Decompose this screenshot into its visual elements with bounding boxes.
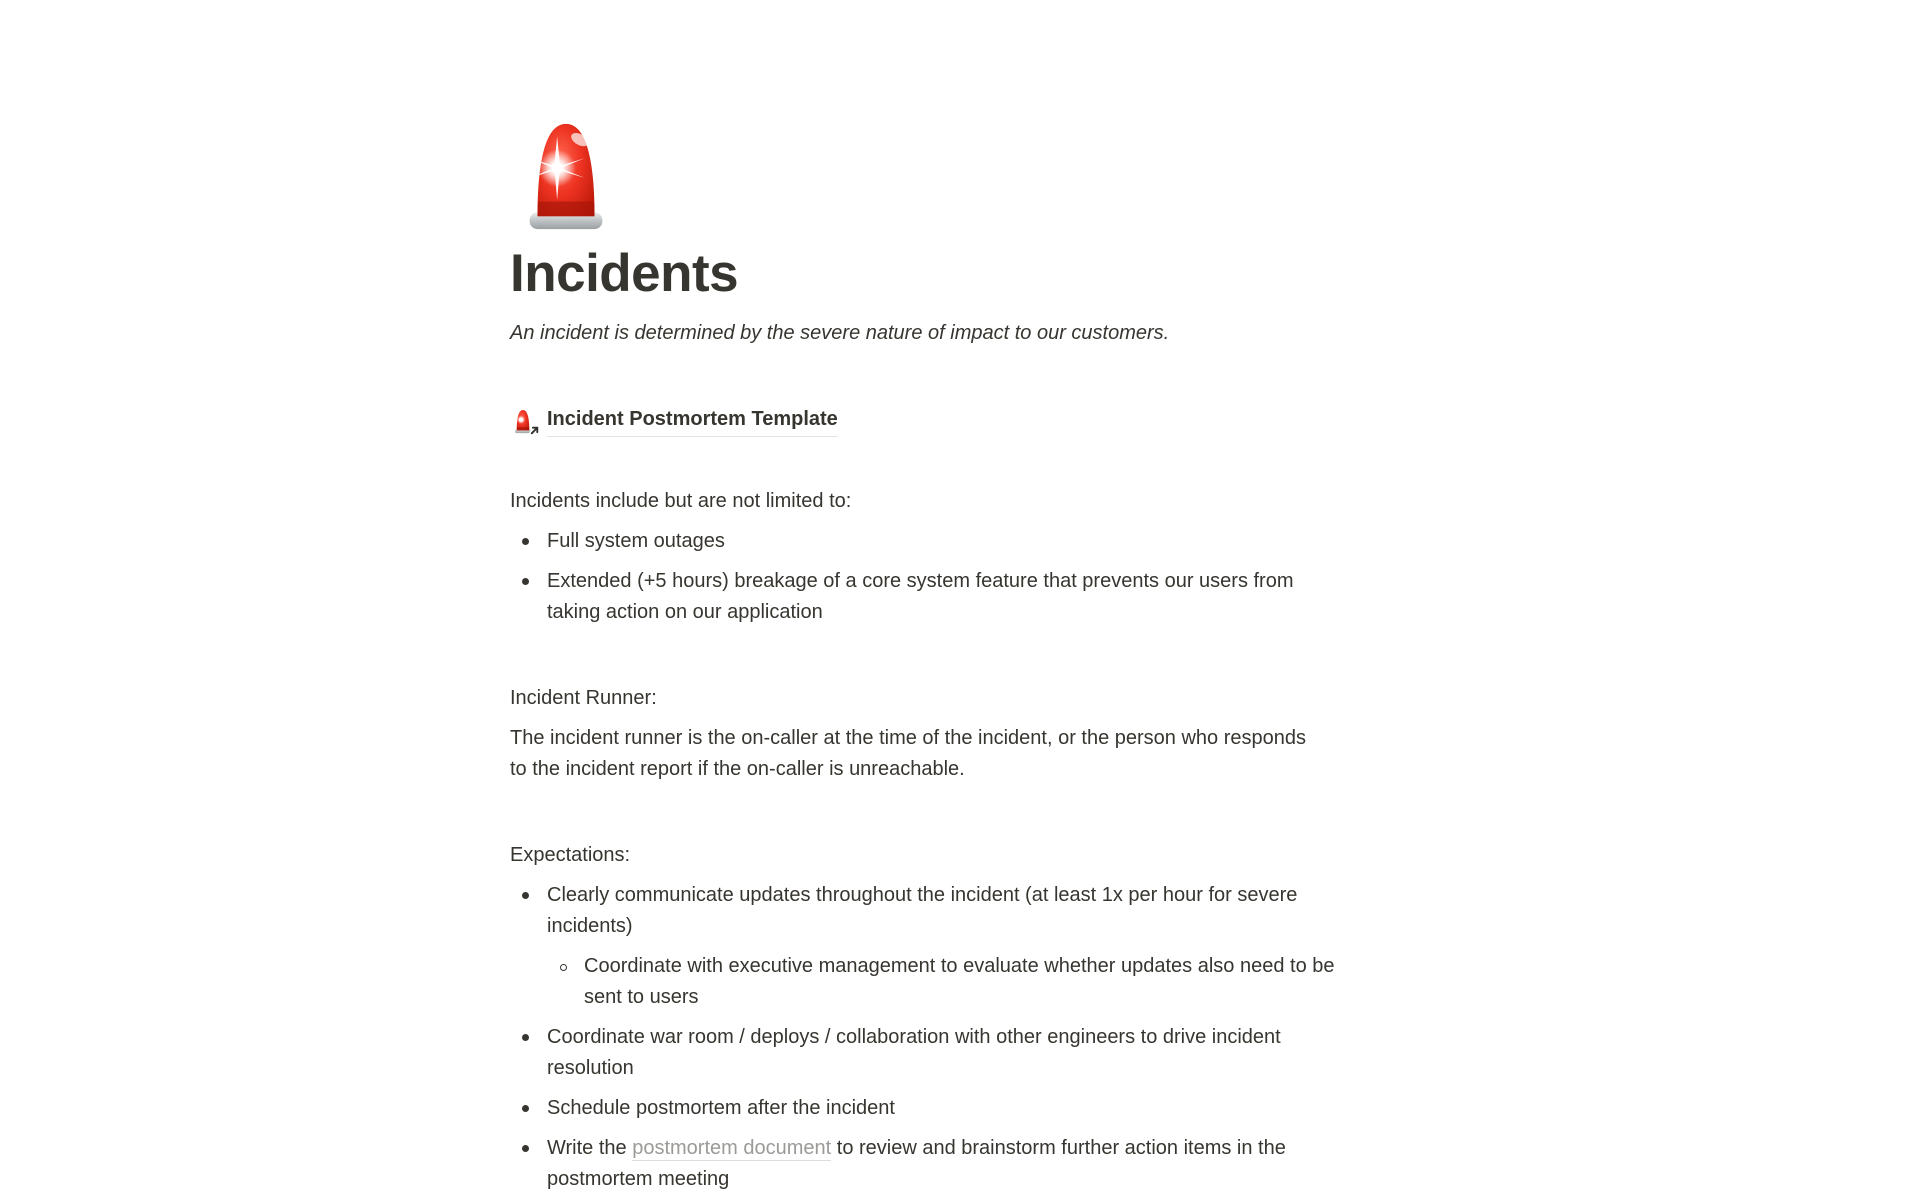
write-suffix-text: to review and brainstorm further action items in the — [831, 1137, 1286, 1159]
list-item-extended-breakage[interactable] — [510, 562, 1418, 632]
page-icon-rotating-light[interactable] — [518, 115, 614, 233]
list-item-text-line: Clearly communicate updates throughout the incident (at least 1x per hour for severe — [547, 884, 1298, 906]
blank-line — [510, 441, 1418, 481]
paragraph-expectations-heading[interactable]: Expectations: — [510, 844, 631, 866]
bullet-marker-icon — [510, 1022, 547, 1084]
list-item-text-line: Coordinate war room / deploys / collaboration with other engineers to drive incident — [547, 1026, 1281, 1048]
subpage-link-label: Incident Postmortem Template — [547, 404, 838, 437]
page-subtitle[interactable]: An incident is determined by the severe nature of impact to our customers. — [510, 322, 1170, 344]
list-item-text: Schedule postmortem after the incident — [547, 1097, 895, 1119]
list-item-text-line: sent to users — [584, 986, 699, 1008]
bullet-marker-icon — [510, 880, 547, 942]
arrow-north-east-icon — [528, 424, 541, 437]
list-item-communicate-updates[interactable] — [510, 876, 1418, 946]
list-item-text-line — [547, 1133, 1418, 1164]
paragraph-incident-runner-heading[interactable]: Incident Runner: — [510, 687, 657, 709]
blank-line — [510, 789, 1418, 835]
list-item-text-line: postmortem meeting — [547, 1168, 730, 1190]
list-item-text-line: Extended (+5 hours) breakage of a core system feature that prevents our users from — [547, 570, 1294, 592]
list-item-text: Full system outages — [547, 530, 725, 552]
list-item-text-line: resolution — [547, 1057, 634, 1079]
rotating-light-link-icon — [512, 408, 537, 434]
bullet-marker-icon — [510, 1093, 547, 1124]
list-item-full-system-outages[interactable] — [510, 522, 1418, 561]
bullet-marker-icon — [510, 566, 547, 628]
paragraph-line: to the incident report if the on-caller is unreachable. — [510, 758, 965, 780]
postmortem-document-link[interactable]: postmortem document — [632, 1137, 832, 1159]
sub-list-item-coordinate-executive[interactable] — [547, 947, 1418, 1017]
blank-line — [510, 632, 1418, 678]
paragraph-line: The incident runner is the on-caller at the time of the incident, or the person who responds — [510, 727, 1307, 749]
paragraph-incident-runner-body[interactable] — [510, 719, 1418, 789]
list-item-schedule-postmortem[interactable] — [510, 1089, 1418, 1128]
paragraph-incidents-intro[interactable]: Incidents include but are not limited to: — [510, 490, 852, 512]
rotating-light-icon — [518, 115, 614, 233]
list-item-text-line: incidents) — [547, 915, 633, 937]
list-item-text-line: taking action on our application — [547, 601, 823, 623]
bullet-marker-icon — [510, 526, 547, 557]
blank-line — [510, 353, 1418, 399]
list-item-war-room[interactable] — [510, 1018, 1418, 1088]
open-bullet-marker-icon — [547, 951, 584, 1013]
list-item-write-postmortem[interactable] — [510, 1129, 1418, 1199]
list-item-text-line: Coordinate with executive management to evaluate whether updates also need to be — [584, 955, 1335, 977]
subpage-link-incident-postmortem-template[interactable] — [510, 400, 840, 441]
page-title[interactable]: Incidents — [510, 244, 739, 303]
write-prefix-text: Write the — [547, 1137, 633, 1159]
bullet-marker-icon — [510, 1133, 547, 1195]
